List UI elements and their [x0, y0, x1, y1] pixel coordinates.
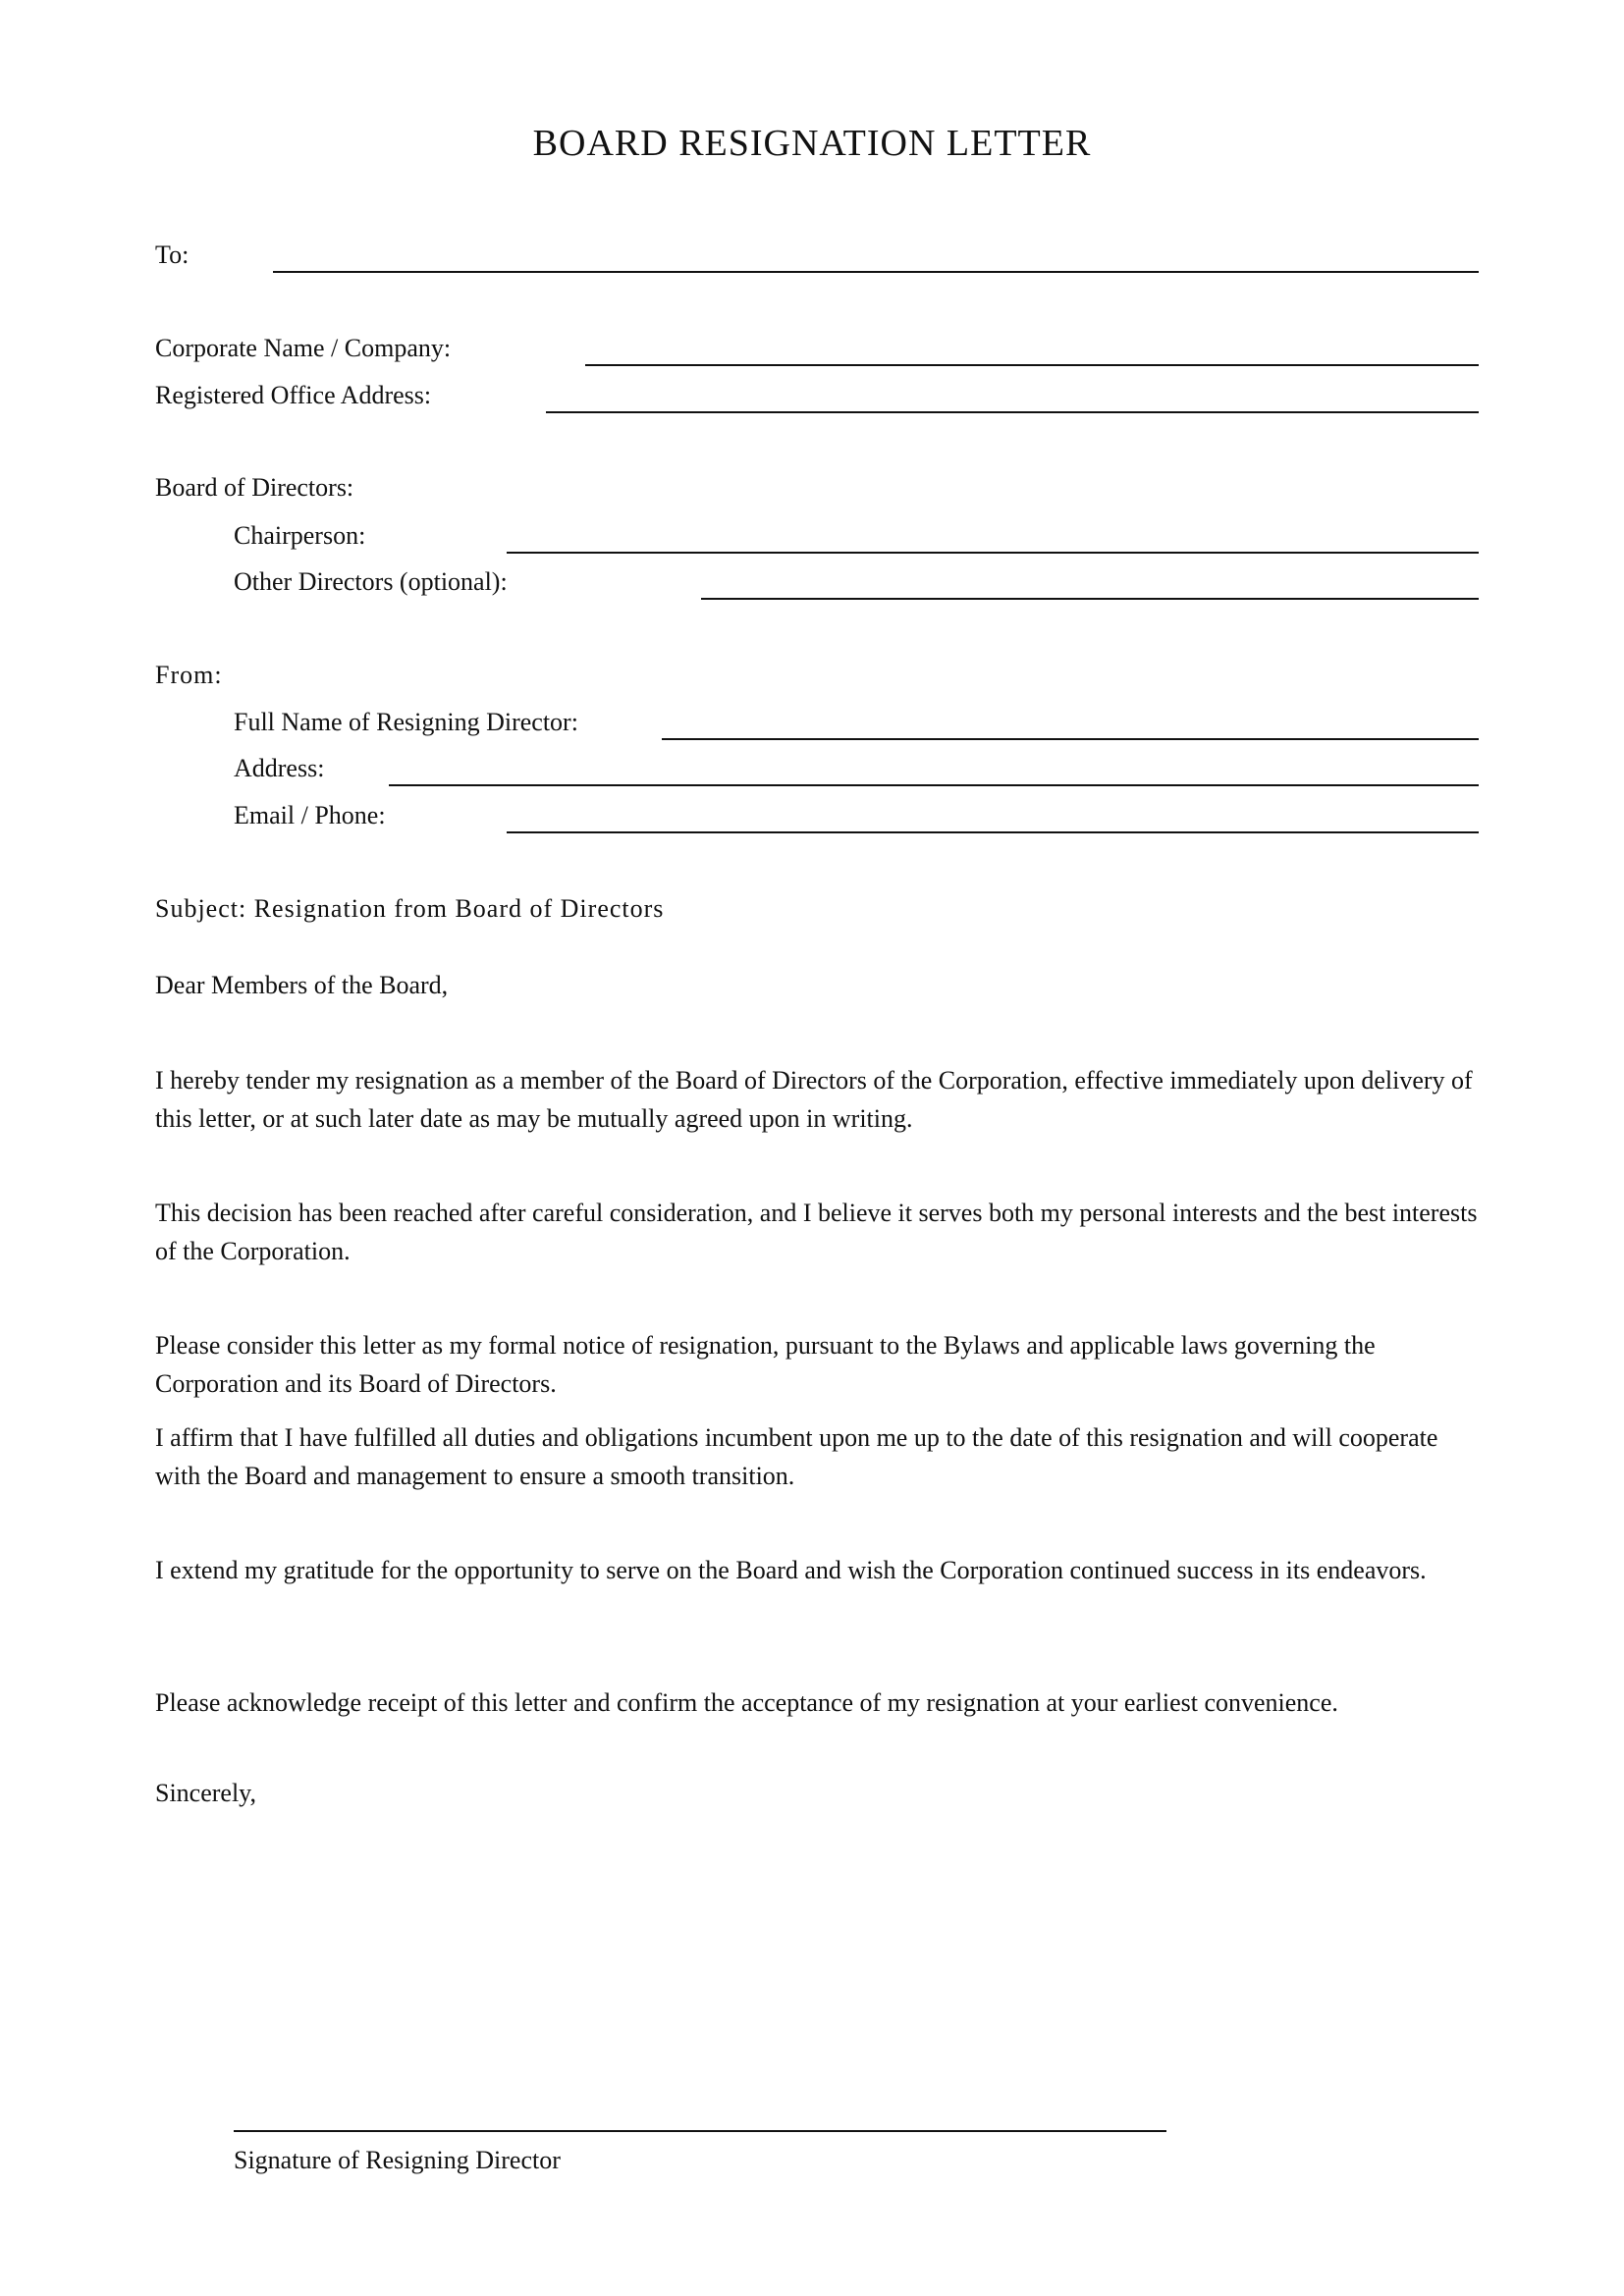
closing: Sincerely, [155, 1779, 256, 1807]
salutation: Dear Members of the Board, [155, 971, 449, 999]
to-field-line[interactable] [273, 271, 1479, 273]
registered-office-field-line[interactable] [546, 411, 1479, 413]
body-paragraph-2: This decision has been reached after careful consideration, and I believe it serves both my personal interests and the best interests of the Corporation. [155, 1199, 1478, 1265]
chairperson-label: Chairperson: [234, 521, 366, 550]
registered-office-label: Registered Office Address: [155, 381, 432, 409]
signature-label: Signature of Resigning Director [234, 2146, 561, 2174]
email-phone-label: Email / Phone: [234, 801, 386, 829]
address-label: Address: [234, 754, 325, 782]
body-paragraph-4: I affirm that I have fulfilled all duties and obligations incumbent upon me up to the date of this resignation and will cooperate with the Board and management to ensure a smooth transition. [155, 1423, 1438, 1490]
email-phone-field-line[interactable] [507, 831, 1479, 833]
corporate-name-field-line[interactable] [585, 364, 1479, 366]
to-label: To: [155, 240, 189, 269]
full-name-field-line[interactable] [662, 738, 1479, 740]
full-name-label: Full Name of Resigning Director: [234, 708, 578, 736]
signature-line[interactable] [234, 2130, 1166, 2132]
letter-subject: Subject: Resignation from Board of Directors [155, 894, 665, 923]
chairperson-field-line[interactable] [507, 552, 1479, 554]
other-directors-field-line[interactable] [701, 598, 1479, 600]
document-title: BOARD RESIGNATION LETTER [532, 123, 1092, 164]
from-heading: From: [155, 661, 223, 689]
board-heading: Board of Directors: [155, 473, 354, 502]
other-directors-label: Other Directors (optional): [234, 567, 508, 596]
body-paragraph-6: Please acknowledge receipt of this letter and confirm the acceptance of my resignation at your earliest convenience. [155, 1688, 1338, 1717]
body-paragraph-1: I hereby tender my resignation as a member of the Board of Directors of the Corporation, effective immediately upon delivery of this letter, or at such later date as may be mutually agreed upon in writing. [155, 1066, 1473, 1133]
address-field-line[interactable] [389, 784, 1479, 786]
corporate-name-label: Corporate Name / Company: [155, 334, 452, 362]
body-paragraph-5: I extend my gratitude for the opportunity to serve on the Board and wish the Corporation continued success in its endeavors. [155, 1556, 1427, 1584]
body-paragraph-3: Please consider this letter as my formal notice of resignation, pursuant to the Bylaws and applicable laws governing the Corporation and its Board of Directors. [155, 1331, 1376, 1398]
